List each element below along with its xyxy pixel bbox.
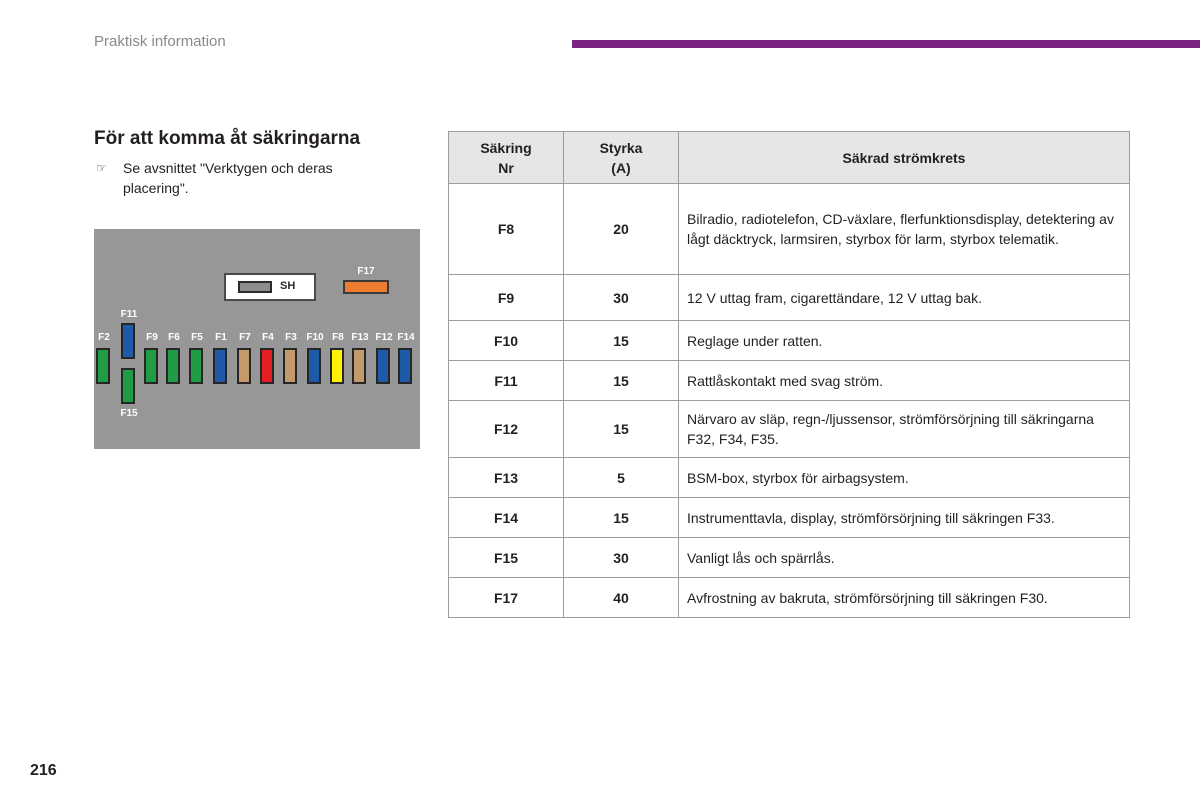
fuse-label-f13: F13 [351, 332, 369, 343]
cell-rating: 15 [564, 321, 679, 361]
table-body [449, 184, 1130, 618]
fuse-label-f10: F10 [306, 332, 324, 343]
cell-circuit: Bilradio, radiotelefon, CD-växlare, flerfunktionsdisplay, detektering av lågt däcktryck, larmsiren, styrbox för larm, styrbox telematik. [679, 184, 1130, 275]
cell-rating: 30 [564, 538, 679, 578]
cell-rating: 40 [564, 578, 679, 618]
header-accent-bar [572, 40, 1200, 48]
fuse-f4 [260, 348, 274, 384]
cell-circuit: Rattlåskontakt med svag ström. [679, 361, 1130, 401]
table-row [449, 401, 1130, 458]
section-heading: För att komma åt säkringarna [94, 128, 361, 149]
cell-rating: 20 [564, 184, 679, 275]
fuse-label-f4: F4 [262, 332, 274, 343]
fuse-f13 [352, 348, 366, 384]
fuse-f1 [213, 348, 227, 384]
fuse-f6 [166, 348, 180, 384]
fuse-table [448, 131, 1130, 618]
cell-rating: 30 [564, 275, 679, 321]
fuse-label-f5: F5 [191, 332, 203, 343]
fuse-label-f15: F15 [120, 408, 138, 419]
fuse-f9 [144, 348, 158, 384]
cell-fuse: F14 [449, 498, 564, 538]
column-header-circuit: Säkrad strömkrets [679, 132, 1130, 184]
fuse-label-f3: F3 [285, 332, 297, 343]
cell-circuit: Vanligt lås och spärrlås. [679, 538, 1130, 578]
cell-circuit: BSM-box, styrbox för airbagsystem. [679, 458, 1130, 498]
cell-fuse: F17 [449, 578, 564, 618]
table-row [449, 321, 1130, 361]
section-label: Praktisk information [94, 33, 226, 50]
cell-circuit: 12 V uttag fram, cigarettändare, 12 V uttag bak. [679, 275, 1130, 321]
cell-circuit: Instrumenttavla, display, strömförsörjning till säkringen F33. [679, 498, 1130, 538]
fuse-f3 [283, 348, 297, 384]
fuse-f10 [307, 348, 321, 384]
fuse-label-f2: F2 [98, 332, 110, 343]
cell-fuse: F12 [449, 401, 564, 458]
fuse-label-f8: F8 [332, 332, 344, 343]
fuse-f8 [330, 348, 344, 384]
table-row [449, 578, 1130, 618]
cell-circuit: Avfrostning av bakruta, strömförsörjning till säkringen F30. [679, 578, 1130, 618]
fuse-f5 [189, 348, 203, 384]
shunt-label: SH [280, 280, 296, 292]
fuse-f12 [376, 348, 390, 384]
table-row [449, 184, 1130, 275]
cell-fuse: F10 [449, 321, 564, 361]
cell-fuse: F11 [449, 361, 564, 401]
cell-rating: 15 [564, 401, 679, 458]
instruction-text: Se avsnittet "Verktygen och deras placering". [123, 160, 333, 196]
cell-rating: 15 [564, 361, 679, 401]
fuse-f14 [398, 348, 412, 384]
fuse-label-f6: F6 [168, 332, 180, 343]
shunt-slot [238, 281, 272, 293]
cell-fuse: F9 [449, 275, 564, 321]
fuse-f15 [121, 368, 135, 404]
table-header-row [449, 132, 1130, 184]
fuse-label-f12: F12 [375, 332, 393, 343]
cell-circuit: Närvaro av släp, regn-/ljussensor, strömförsörjning till säkringarna F32, F34, F35. [679, 401, 1130, 458]
cell-rating: 15 [564, 498, 679, 538]
fuse-label-f17: F17 [357, 266, 375, 277]
cell-fuse: F15 [449, 538, 564, 578]
table-row [449, 498, 1130, 538]
fuse-label-f14: F14 [397, 332, 415, 343]
instruction-bullet [96, 158, 386, 198]
fuse-label-f9: F9 [146, 332, 158, 343]
table-row [449, 538, 1130, 578]
fuse-f17 [343, 280, 389, 294]
fuse-label-f1: F1 [215, 332, 227, 343]
fuse-f7 [237, 348, 251, 384]
table-row [449, 458, 1130, 498]
column-header-rating: Styrka (A) [564, 132, 679, 184]
table-row [449, 361, 1130, 401]
column-header-fuse-no: Säkring Nr [449, 132, 564, 184]
fuse-f11 [121, 323, 135, 359]
shunt-holder [224, 273, 316, 301]
page-number: 216 [30, 762, 57, 779]
cell-rating: 5 [564, 458, 679, 498]
fuse-label-f7: F7 [239, 332, 251, 343]
pointing-hand-icon: ☞ [96, 161, 107, 175]
cell-fuse: F13 [449, 458, 564, 498]
cell-fuse: F8 [449, 184, 564, 275]
table-row [449, 275, 1130, 321]
cell-circuit: Reglage under ratten. [679, 321, 1130, 361]
fuse-f2 [96, 348, 110, 384]
fuse-label-f11: F11 [120, 309, 138, 320]
